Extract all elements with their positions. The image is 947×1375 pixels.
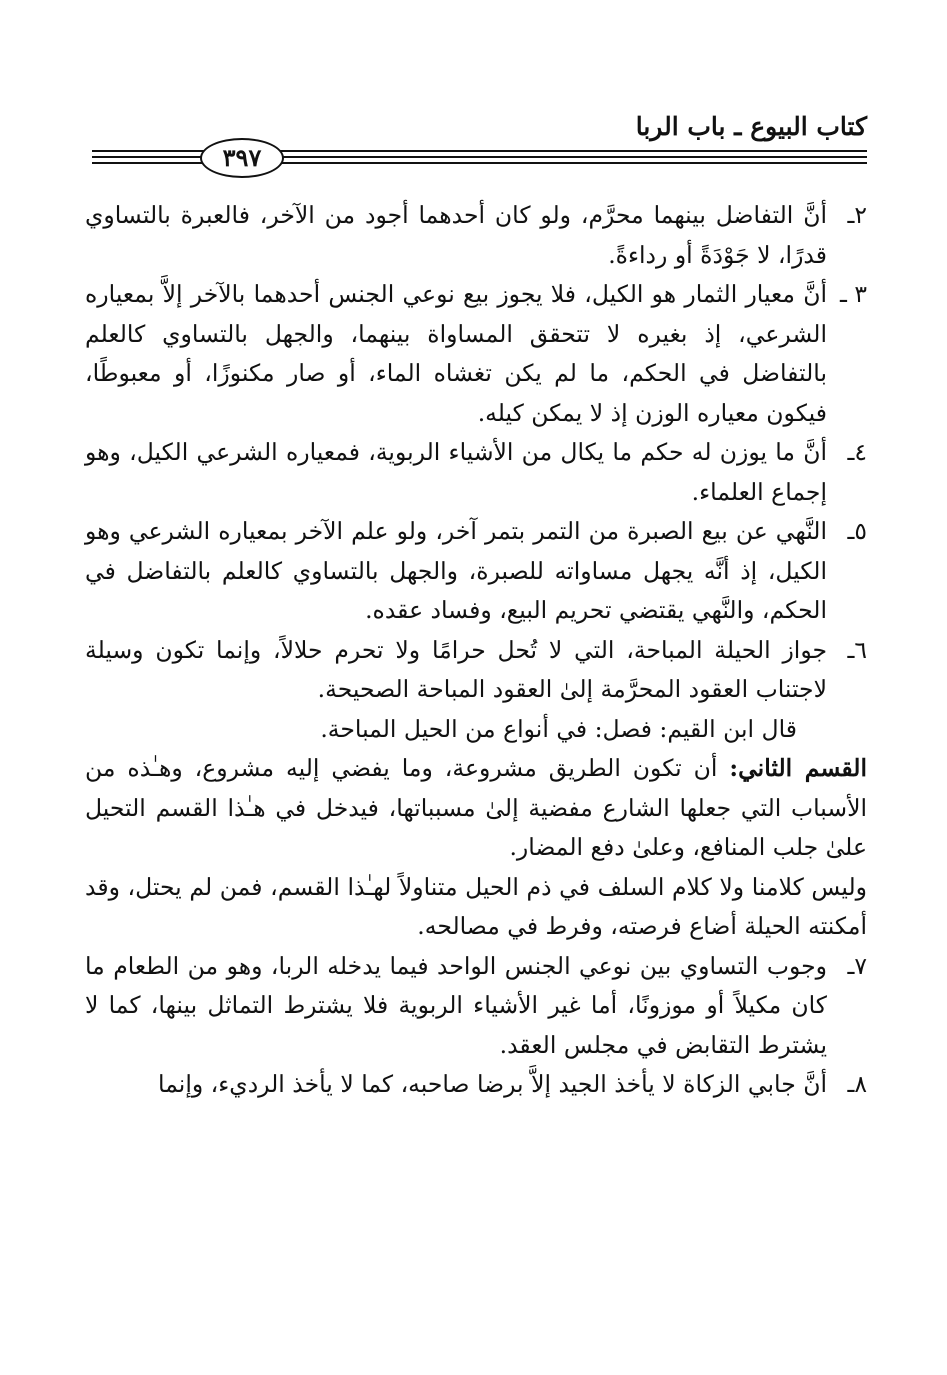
item-number: ٣ ـ [840, 280, 867, 308]
item-number: ٨ـ [847, 1070, 867, 1098]
item-number: ٤ـ [847, 438, 867, 466]
item-text: أنَّ ما يوزن له حكم ما يكال من الأشياء الربوية، فمعياره الشرعي الكيل، وهو إجماع العلماء. [85, 438, 827, 506]
item-number: ٢ـ [847, 201, 867, 229]
list-item [85, 512, 867, 631]
section-paragraph [85, 749, 867, 868]
item-number: ٧ـ [847, 951, 867, 980]
item-number: ٦ـ [847, 635, 867, 664]
running-title: كتاب البيوع ـ باب الربا [635, 112, 867, 141]
list-item [85, 196, 867, 275]
quote-intro: قال ابن القيم: فصل: في أنواع من الحيل المباحة. [320, 714, 797, 743]
list-item [85, 433, 867, 512]
item-text: جواز الحيلة المباحة، التي لا تُحل حرامًا ولا تحرم حلالاً، وإنما تكون وسيلة لاجتناب العقود المحرَّمة إلىٰ العقود المباحة الصحيحة. [85, 635, 827, 703]
page-body [85, 196, 867, 1105]
section-label: القسم الثاني: [729, 754, 867, 782]
list-item [85, 947, 867, 1066]
item-text: أنَّ جابي الزكاة لا يأخذ الجيد إلاَّ برضا صاحبه، كما لا يأخذ الرديء، وإنما [158, 1070, 827, 1098]
item-number: ٥ـ [847, 517, 867, 545]
list-item [85, 275, 867, 433]
item-text: النَّهي عن بيع الصبرة من التمر بتمر آخر، ولو علم الآخر بمعياره الشرعي وهو الكيل، إذ أنَّه يجهل مساواته للصبرة، والجهل بالتساوي كالعلم بالتفاضل في الحكم، والنَّهي يقتضي تحريم البيع، وفساد عقده. [85, 517, 827, 624]
item-text: أنَّ التفاضل بينهما محرَّم، ولو كان أحدهما أجود من الآخر، فالعبرة بالتساوي قدرًا، لا جَوْدَةً أو رداءةً. [85, 201, 827, 269]
page-header [92, 112, 867, 172]
page-number: ٣٩٧ [200, 138, 284, 178]
list-item [85, 1065, 867, 1105]
item-text: أنَّ معيار الثمار هو الكيل، فلا يجوز بيع نوعي الجنس أحدهما بالآخر إلاَّ بمعياره الشرعي، إذ بغيره لا تتحقق المساواة بينهما، والجهل بالتساوي كالعلم بالتفاضل في الحكم، ما لم يكن تغشاه الماء، أو صار مكنوزًا، أو معبوطًا، فيكون معياره الوزن إذ لا يمكن كيله. [85, 280, 827, 427]
section-text: أن تكون الطريق مشروعة، وما يفضي إليه مشروع، وهـٰذه من الأسباب التي جعلها الشارع مفضية إلىٰ مسبباتها، فيدخل في هـٰذا القسم التحيل علىٰ جلب المنافع، وعلىٰ دفع المضار. [85, 754, 867, 861]
item-text: وجوب التساوي بين نوعي الجنس الواحد فيما يدخله الربا، وهو من الطعام ما كان مكيلاً أو موزونًا، أما غير الأشياء الربوية فلا يشترط التماثل بينها، كما لا يشترط التقابض في مجلس العقد. [85, 951, 827, 1059]
closing-paragraph: وليس كلامنا ولا كلام السلف في ذم الحيل متناولاً لهـٰذا القسم، فمن لم يحتل، وقد أمكنته الحيلة أضاع فرصته، وفرط في مصالحه. [85, 872, 867, 940]
list-item [85, 631, 867, 710]
